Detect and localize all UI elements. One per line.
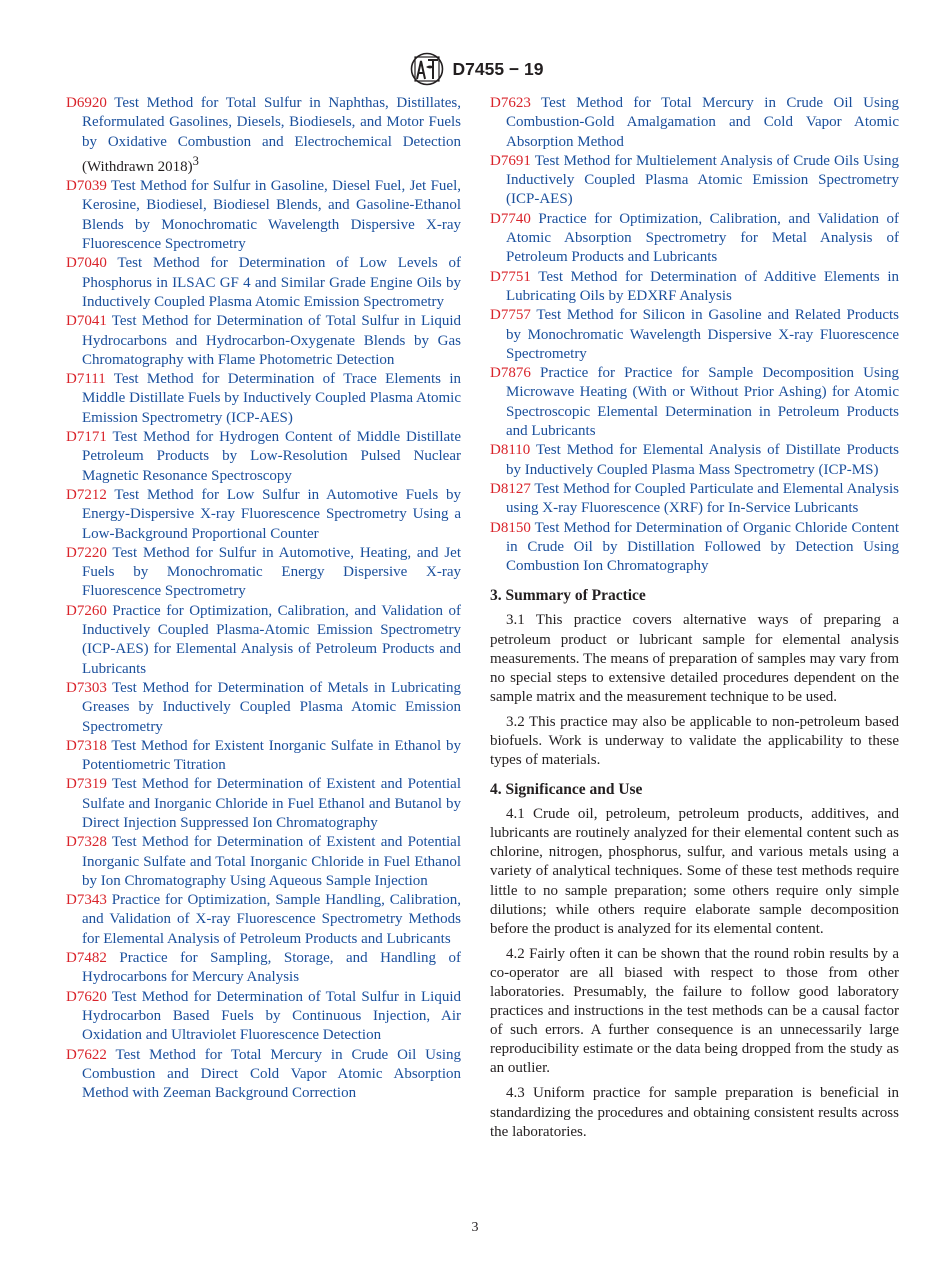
reference-title-link[interactable]: Practice for Optimization, Calibration, and Validation of Inductively Coupled Plasma-Atomic Emission Spectrometry (ICP-AES) for Elemental Analysis of Petroleum Products and Lubricants [82, 602, 462, 677]
reference-entry [66, 254, 461, 312]
reference-code-link[interactable]: D6920 [66, 95, 107, 111]
reference-entry [66, 428, 461, 486]
left-column [66, 94, 461, 1103]
reference-title-link[interactable]: Test Method for Silicon in Gasoline and Related Products by Monochromatic Wavelength Dispersive X-ray Fluorescence Spectrometry [506, 307, 899, 362]
reference-title-link[interactable]: Test Method for Determination of Trace Elements in Middle Distillate Fuels by Inductively Coupled Plasma Atomic Emission Spectrometry (ICP-AES) [82, 371, 461, 426]
reference-entry [66, 544, 461, 602]
reference-entry [66, 891, 461, 949]
paragraph-3-2: 3.2 This practice may also be applicable to non-petroleum based biofuels. Work is underway to validate the applicability to these types of materials. [490, 713, 899, 769]
reference-entry [66, 679, 461, 737]
reference-code-link[interactable]: D7757 [490, 307, 531, 324]
reference-code-link[interactable]: D7319 [66, 776, 107, 793]
reference-title-link[interactable]: Test Method for Existent Inorganic Sulfate in Ethanol by Potentiometric Titration [82, 737, 461, 774]
reference-entry [66, 486, 461, 544]
reference-code-link[interactable]: D7303 [66, 679, 107, 696]
reference-entry [490, 519, 899, 577]
reference-title-link[interactable]: Practice for Sampling, Storage, and Handling of Hydrocarbons for Mercury Analysis [82, 950, 461, 986]
reference-code-link[interactable]: D7040 [66, 255, 107, 272]
reference-code-link[interactable]: D8150 [490, 519, 531, 536]
reference-title-link[interactable]: Test Method for Determination of Existent and Potential Sulfate and Inorganic Chloride in Fuel Ethanol and Butanol by Direct Injection Suppressed Ion Chromatography [82, 776, 461, 831]
reference-code-link[interactable]: D7260 [66, 602, 107, 619]
reference-entry [490, 268, 899, 307]
reference-entry [66, 1046, 461, 1104]
reference-title-link[interactable]: Test Method for Determination of Low Levels of Phosphorus in ILSAC GF 4 and Similar Grade Engine Oils by Inductively Coupled Plasma Atomic Emission Spectrometry [82, 255, 461, 310]
page-header [0, 52, 950, 86]
reference-code-link[interactable]: D7111 [66, 371, 106, 388]
paragraph-4-1: 4.1 Crude oil, petroleum, petroleum products, additives, and lubricants are routinely analyzed for their elemental content such as chlorine, nitrogen, phosphorus, sulfur, and various metals using a variety of analytical techniques. Some of these test methods require little to no sample preparation; some others require only simple dilutions; while others require elaborate sample decomposition before the product is analyzed for its elemental content. [490, 806, 899, 937]
right-reference-list [490, 94, 899, 576]
reference-code-link[interactable]: D7328 [66, 834, 107, 851]
reference-entry [490, 306, 899, 364]
reference-entry [490, 441, 899, 480]
reference-title-link[interactable]: Practice for Optimization, Sample Handling, Calibration, and Validation of X-ray Fluorescence Spectrometry Methods for Elemental Analysis of Petroleum Products and Lubricants [82, 892, 462, 947]
astm-logo-icon [407, 52, 447, 86]
reference-title-link[interactable]: Test Method for Sulfur in Gasoline, Diesel Fuel, Jet Fuel, Kerosine, Biodiesel, Biodiesel Blends, and Gasoline-Ethanol Blends by Monochromatic Wavelength Dispersive X-ray Fluorescence Spectrometry [82, 178, 461, 253]
reference-code-link[interactable]: D7318 [66, 737, 107, 754]
reference-note: (Withdrawn 2018) [82, 158, 193, 175]
reference-code-link[interactable]: D7041 [66, 313, 107, 330]
reference-title-link[interactable]: Test Method for Determination of Total Sulfur in Liquid Hydrocarbons and Hydrocarbon-Oxygenate Blends by Gas Chromatography with Flame Photometric Detection [82, 313, 461, 368]
reference-title-link[interactable]: Test Method for Multielement Analysis of Crude Oils Using Inductively Coupled Plasma Atomic Emission Spectrometry (ICP-AES) [506, 152, 899, 208]
reference-code-link[interactable]: D7876 [490, 365, 531, 382]
reference-code-link[interactable]: D7039 [66, 178, 107, 195]
right-column [490, 94, 899, 1148]
reference-entry [66, 94, 461, 177]
reference-entry [66, 988, 461, 1046]
reference-entry [66, 177, 461, 254]
reference-code-link[interactable]: D7212 [66, 486, 107, 503]
reference-code-link[interactable]: D7623 [490, 95, 531, 111]
section-3-heading: 3. Summary of Practice [490, 587, 646, 605]
reference-title-link[interactable]: Test Method for Determination of Existent and Potential Inorganic Sulfate and Total Inorganic Chloride in Fuel Ethanol by Ion Chromatography Using Aqueous Sample Injection [82, 834, 461, 889]
reference-code-link[interactable]: D7220 [66, 544, 107, 561]
standard-designation: D7455 − 19 [452, 58, 544, 79]
reference-code-link[interactable]: D7622 [66, 1046, 107, 1063]
reference-title-link[interactable]: Test Method for Hydrogen Content of Middle Distillate Petroleum Products by Low-Resolution Pulsed Nuclear Magnetic Resonance Spectroscopy [82, 429, 462, 484]
reference-entry [490, 152, 899, 210]
reference-code-link[interactable]: D8110 [490, 442, 531, 459]
reference-code-link[interactable]: D7751 [490, 268, 531, 285]
reference-entry [66, 737, 461, 776]
reference-title-link[interactable]: Test Method for Elemental Analysis of Distillate Products by Inductively Coupled Plasma Mass Spectrometry (ICP-MS) [506, 442, 899, 478]
reference-title-link[interactable]: Test Method for Total Mercury in Crude Oil Using Combustion and Direct Cold Vapor Atomic Absorption Method with Zeeman Background Correction [82, 1046, 461, 1102]
reference-entry [490, 210, 899, 268]
reference-title-link[interactable]: Practice for Optimization, Calibration, and Validation of Atomic Absorption Spectrometry for Metal Analysis of Petroleum Products and Lubricants [506, 210, 900, 266]
reference-title-link[interactable]: Test Method for Determination of Organic Chloride Content in Crude Oil by Distillation Followed by Detection Using Combustion Ion Chromatography [506, 519, 900, 575]
reference-code-link[interactable]: D7343 [66, 892, 107, 909]
paragraph-4-3: 4.3 Uniform practice for sample preparation is beneficial in standardizing the procedures and obtaining consistent results across the laboratories. [490, 1085, 899, 1140]
reference-title-link[interactable]: Practice for Practice for Sample Decomposition Using Microwave Heating (With or Without Prior Ashing) for Atomic Spectroscopic Elemental Determination in Petroleum Products and Lubricants [506, 365, 899, 440]
reference-entry [490, 94, 899, 152]
reference-code-link[interactable]: D7482 [66, 950, 107, 967]
reference-title-link[interactable]: Test Method for Coupled Particulate and Elemental Analysis using X-ray Fluorescence (XRF) for In-Service Lubricants [506, 480, 899, 517]
reference-title-link[interactable]: Test Method for Determination of Metals in Lubricating Greases by Inductively Coupled Plasma Atomic Emission Spectrometry [82, 679, 461, 735]
reference-entry [66, 949, 461, 988]
reference-code-link[interactable]: D8127 [490, 480, 531, 497]
footnote-marker: 3 [192, 153, 199, 168]
paragraph-3-1: 3.1 This practice covers alternative ways of preparing a petroleum product or lubricant sample for elemental analysis measurements. The means of preparation of samples may vary from no special steps to extensive detailed procedures dependent on the sample matrix and the measurement technique to be used. [490, 612, 899, 705]
reference-code-link[interactable]: D7620 [66, 988, 107, 1005]
section-4-heading: 4. Significance and Use [490, 781, 643, 799]
reference-entry [490, 480, 899, 519]
paragraph-4-2: 4.2 Fairly often it can be shown that the round robin results by a co-operator are all biased with respect to those from other laboratories. Presumably, the failure to follow good laboratory practices and instructions in the test methods can be a causal factor of such errors. A further consequence is an unnecessarily large reproducibility estimate or the data being dropped from the study as an outlier. [490, 945, 899, 1077]
reference-entry [66, 775, 461, 833]
reference-title-link[interactable]: Test Method for Determination of Additive Elements in Lubricating Oils by EDXRF Analysis [506, 268, 900, 304]
reference-title-link[interactable]: Test Method for Total Mercury in Crude Oil Using Combustion-Gold Amalgamation and Cold Vapor Atomic Absorption Method [506, 95, 899, 150]
reference-entry [66, 833, 461, 891]
reference-entry [66, 312, 461, 370]
reference-entry [66, 370, 461, 428]
page-number: 3 [471, 1220, 479, 1235]
reference-code-link[interactable]: D7740 [490, 210, 531, 227]
reference-code-link[interactable]: D7171 [66, 429, 107, 446]
reference-title-link[interactable]: Test Method for Sulfur in Automotive, Heating, and Jet Fuels by Monochromatic Energy Dispersive X-ray Fluorescence Spectrometry [82, 544, 461, 600]
reference-entry [66, 602, 461, 679]
reference-entry [490, 364, 899, 441]
reference-title-link[interactable]: Test Method for Determination of Total Sulfur in Liquid Hydrocarbon Based Fuels by Continuous Injection, Air Oxidation and Ultraviolet Fluorescence Detection [82, 988, 461, 1044]
reference-title-link[interactable]: Test Method for Total Sulfur in Naphthas, Distillates, Reformulated Gasolines, Diesels, Biodiesels, and Motor Fuels by Oxidative Combustion and Electrochemical Detection [82, 95, 461, 150]
reference-code-link[interactable]: D7691 [490, 152, 531, 169]
reference-title-link[interactable]: Test Method for Low Sulfur in Automotive Fuels by Energy-Dispersive X-ray Fluorescence Spectrometry Using a Low-Background Proportional Counter [82, 486, 461, 542]
